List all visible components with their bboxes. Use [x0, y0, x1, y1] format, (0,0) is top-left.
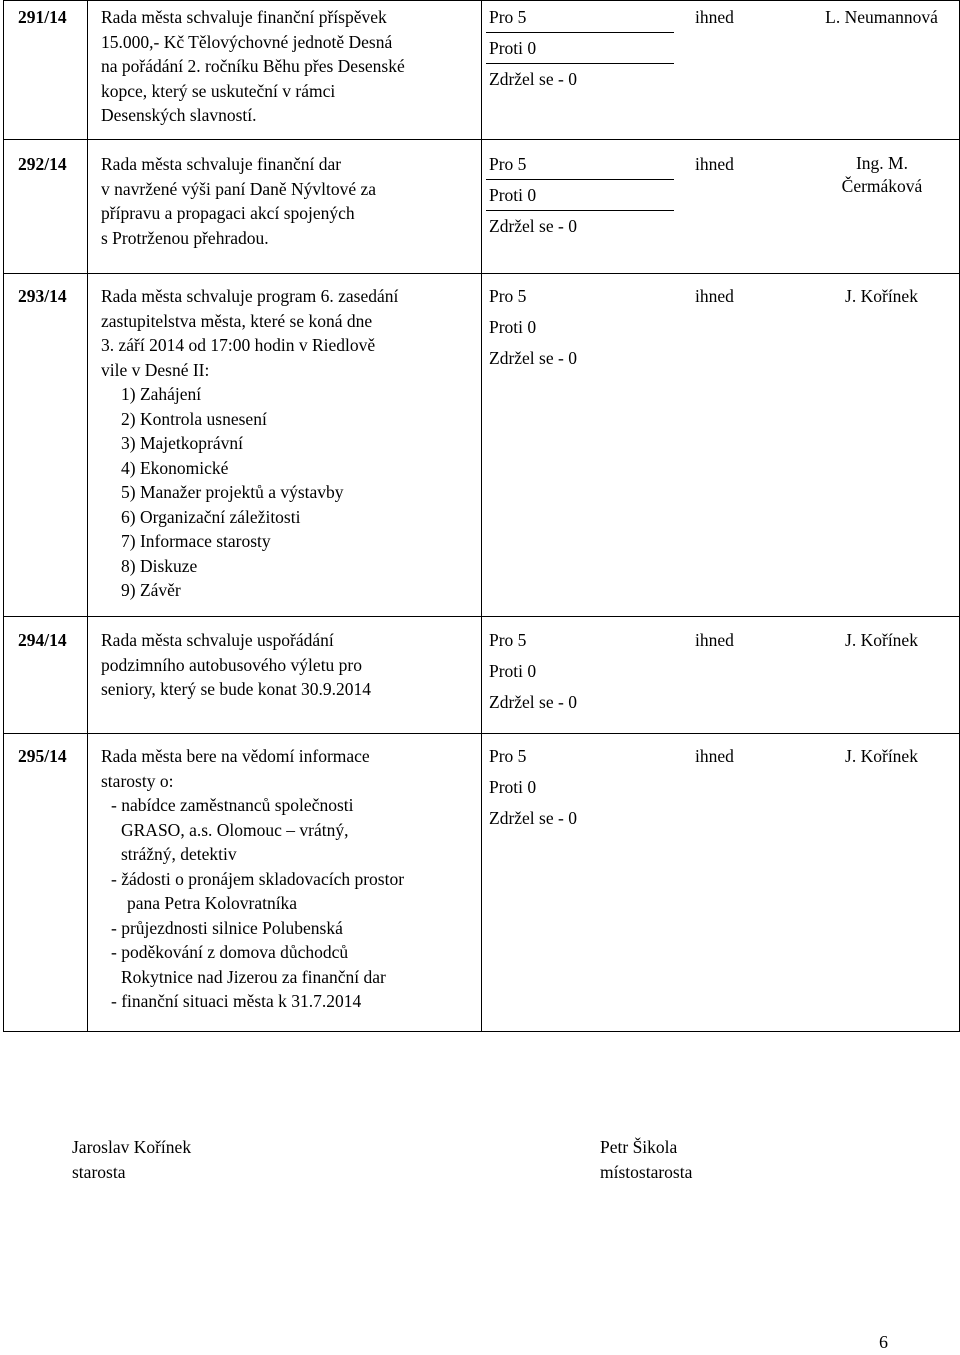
- resolution-number: 294/14: [18, 630, 67, 650]
- vote-result: [489, 2, 674, 95]
- deadline: ihned: [695, 286, 734, 306]
- vote-result: [489, 149, 674, 242]
- responsible-person: J. Kořínek: [845, 630, 918, 650]
- vote-result: [489, 741, 674, 834]
- signature-left-name: Jaroslav Kořínek: [72, 1137, 192, 1157]
- deadline: ihned: [695, 630, 734, 650]
- deadline: ihned: [695, 154, 734, 174]
- page-number: 6: [879, 1332, 888, 1352]
- vote-proti: Proti 0: [489, 777, 537, 797]
- vote-zdrzel: Zdržel se - 0: [489, 348, 577, 368]
- vote-pro: Pro 5: [489, 2, 674, 33]
- table-row: [4, 0, 959, 139]
- table-row: [4, 616, 959, 733]
- resolution-number: 295/14: [18, 746, 67, 766]
- table-row: [4, 273, 959, 616]
- resolution-number: 291/14: [18, 7, 67, 27]
- responsible-person: L. Neumannová: [825, 7, 938, 27]
- signature-right-role: místostarosta: [600, 1162, 693, 1182]
- signature-right: [600, 1135, 692, 1185]
- signature-left-role: starosta: [72, 1162, 126, 1182]
- resolution-number: 293/14: [18, 286, 67, 306]
- deadline: ihned: [695, 746, 734, 766]
- vote-proti: Proti 0: [489, 317, 537, 337]
- resolution-text: Rada města schvaluje finanční příspěvek 15.000,- Kč Tělovýchovné jednotě Desná na pořádání 2. ročníku Běhu přes Desenské kopce, který se uskuteční v rámci Desenských slavností.: [101, 7, 405, 125]
- resolution-text: Rada města schvaluje uspořádání podzimního autobusového výletu pro seniory, který se bude konat 30.9.2014: [101, 630, 372, 699]
- vote-proti: Proti 0: [489, 180, 674, 211]
- resolution-number: 292/14: [18, 154, 67, 174]
- vote-proti: Proti 0: [489, 33, 674, 64]
- vote-zdrzel: Zdržel se - 0: [489, 69, 577, 89]
- signature-right-name: Petr Šikola: [600, 1137, 678, 1157]
- vote-pro: Pro 5: [489, 746, 527, 766]
- vote-pro: Pro 5: [489, 149, 674, 180]
- responsible-person: J. Kořínek: [845, 746, 918, 766]
- vote-result: [489, 281, 674, 374]
- table-row: [4, 139, 959, 273]
- resolutions-table: [3, 0, 960, 1032]
- vote-zdrzel: Zdržel se - 0: [489, 692, 577, 712]
- vote-proti: Proti 0: [489, 661, 537, 681]
- responsible-person: Ing. M. Čermáková: [841, 153, 923, 196]
- resolution-text: Rada města schvaluje finanční dar v navržené výši paní Daně Nývltové za přípravu a propagaci akcí spojených s Protrženou přehradou.: [101, 154, 377, 248]
- table-row: [4, 733, 959, 1031]
- deadline: ihned: [695, 7, 734, 27]
- vote-result: [489, 625, 674, 718]
- signature-left: [72, 1135, 191, 1185]
- vote-zdrzel: Zdržel se - 0: [489, 216, 577, 236]
- vote-pro: Pro 5: [489, 286, 527, 306]
- resolution-text: Rada města bere na vědomí informace starosty o: - nabídce zaměstnanců společnosti GRASO, a.s. Olomouc – vrátný, strážný, detektiv - žádosti o pronájem skladovacích prostor pana Petra Kolovratníka - průjezdnosti silnice Polubenská - poděkování z domova důchodců Rokytnice nad Jizerou za finanční dar - finanční situaci města k 31.7.2014: [101, 746, 405, 1011]
- vote-pro: Pro 5: [489, 630, 527, 650]
- vote-zdrzel: Zdržel se - 0: [489, 808, 577, 828]
- responsible-person: J. Kořínek: [845, 286, 918, 306]
- resolution-text: Rada města schvaluje program 6. zasedání zastupitelstva města, které se koná dne 3. září 2014 od 17:00 hodin v Riedlově vile v Desné II: 1) Zahájení 2) Kontrola usnesení 3) Majetkoprávní 4) Ekonomické 5) Manažer projektů a výstavby 6) Organizační záležitosti 7) Informace starosty 8) Diskuze 9) Závěr: [101, 286, 399, 600]
